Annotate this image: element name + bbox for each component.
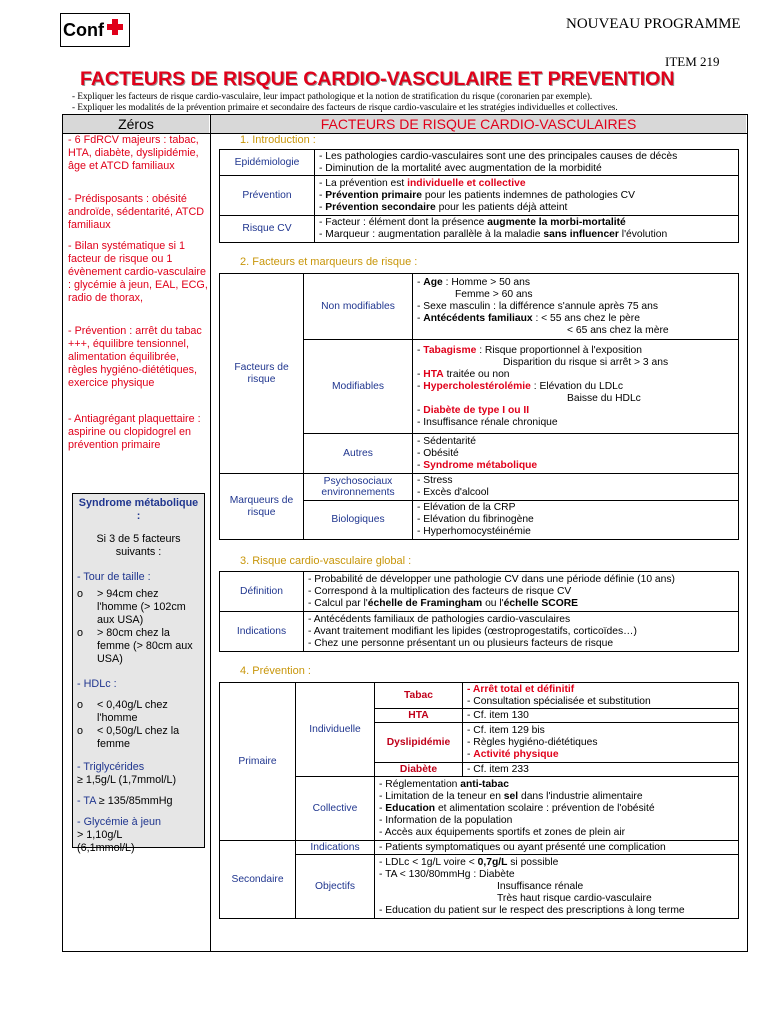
- tour-homme: > 94cm chez l'homme (> 102cm aux USA): [97, 588, 186, 626]
- objective-2: - Expliquer les modalités de la prévention primaire et secondaire des facteurs de risque cardio-vasculaire et les stratégies individuelles et collectives.: [72, 102, 618, 112]
- zero-item: - Prévention : arrêt du tabac +++, équilibre tensionnel, alimentation équilibrée, règles hygiéno-diététiques, exercice physique: [68, 325, 202, 389]
- risque-cv-label: Risque CV: [220, 216, 315, 243]
- secondaire-label: Secondaire: [220, 841, 296, 919]
- autres-label: Autres: [304, 434, 413, 474]
- glycemie-label: - Glycémie à jeun: [77, 816, 162, 828]
- syndrome-intro: Si 3 de 5 facteurs suivants :: [96, 533, 181, 558]
- tour-femme: > 80cm chez la femme (> 80cm aux USA): [97, 627, 193, 665]
- page-title: FACTEURS DE RISQUE CARDIO-VASCULAIRE ET PREVENTION: [80, 68, 675, 90]
- section-4-title: 4. Prévention :: [240, 665, 311, 677]
- program-label: NOUVEAU PROGRAMME: [566, 16, 741, 32]
- diabete-label: Diabète: [375, 763, 463, 777]
- tour-label: - Tour de taille :: [77, 571, 151, 583]
- facteurs-table: Facteurs de risque Non modifiables - Age : Homme > 50 ans Femme > 60 ans - Sexe masculin : la différence s'annule après 75 ans - Antécédents familiaux : < 55 ans chez le père < 65 ans chez la mère Modifiables - Tabagisme : Risque proportionnel à l'exposition Disparition du risque si arrêt > 3 ans - HTA traitée ou non - Hypercholestérolémie : Elévation du LDLc Baisse du HDLc - Diabète de type I ou II - Insuffisance rénale chronique Autres - Sédentarité - Obésité - Syndrome métabolique Marqueurs de risque Psychosociaux environnements - Stress - Excès d'alcool Biologiques - Elévation de la CRP - Elévation du fibrinogène - Hyperhomocystéinémie: [219, 273, 739, 540]
- zero-item: - 6 FdRCV majeurs : tabac, HTA, diabète, dyslipidémie, âge et ATCD familiaux: [68, 134, 199, 172]
- marqueurs-label: Marqueurs de risque: [220, 474, 304, 540]
- right-column-header: FACTEURS DE RISQUE CARDIO-VASCULAIRES: [211, 115, 746, 133]
- hdl-homme: < 0,40g/L chez l'homme: [97, 699, 168, 724]
- indications-sec-label: Indications: [296, 841, 375, 855]
- epidemiologie-label: Epidémiologie: [220, 150, 315, 176]
- zero-item: - Antiagrégant plaquettaire : aspirine ou clopidogrel en prévention primaire: [68, 413, 201, 451]
- biologiques-label: Biologiques: [304, 501, 413, 540]
- objectifs-label: Objectifs: [296, 855, 375, 919]
- psychosociaux-label: Psychosociaux environnements: [304, 474, 413, 501]
- non-modifiables-label: Non modifiables: [304, 274, 413, 340]
- ta-value: ≥ 135/85mmHg: [95, 795, 173, 807]
- modifiables-label: Modifiables: [304, 340, 413, 434]
- conf-logo: [60, 13, 130, 47]
- tabac-label: Tabac: [375, 683, 463, 709]
- facteurs-label: Facteurs de risque: [220, 274, 304, 474]
- prevention-table: Primaire Individuelle Tabac - Arrêt total et définitif - Consultation spécialisée et substitution HTA - Cf. item 130 Dyslipidémie - Cf. item 129 bis - Règles hygiéno-diététiques - Activité physique Diabète - Cf. item 233 Collective - Réglementation anti-tabac - Limitation de la teneur en sel dans l'industrie alimentaire - Education et alimentation scolaire : prévention de l'obésité - Information de la population - Accès aux équipements sportifs et zones de plein air Secondaire Indications - Patients symptomatiques ou ayant présenté une complication Objectifs - LDLc < 1g/L voire < 0,7g/L si possible - TA < 130/80mmHg : Diabète Insuffisance rénale Très haut risque cardio-vasculaire - Education du patient sur le respect des prescriptions à long terme: [219, 682, 739, 919]
- collective-label: Collective: [296, 777, 375, 841]
- item-number: ITEM 219: [665, 54, 720, 69]
- risque-global-table: Définition - Probabilité de développer une pathologie CV dans une période définie (10 ans) - Correspond à la multiplication des facteurs de risque CV - Calcul par l'échelle de Framingham ou l'échelle SCORE Indications - Antécédents familiaux de pathologies cardio-vasculaires - Avant traitement modifiant les lipides (œstroprogestatifs, corticoïdes…) - Chez une personne présentant un ou plusieurs facteurs de risque: [219, 571, 739, 652]
- section-3-title: 3. Risque cardio-vasculaire global :: [240, 555, 412, 567]
- red-cross-icon: [107, 19, 123, 35]
- zero-item: - Prédisposants : obésité androïde, sédentarité, ATCD familiaux: [68, 193, 205, 231]
- hdl-label: - HDLc :: [77, 678, 117, 690]
- section-2-title: 2. Facteurs et marqueurs de risque :: [240, 256, 418, 268]
- ta-label: - TA: [77, 795, 96, 807]
- zeros-header: Zéros: [63, 115, 209, 133]
- objective-1: - Expliquer les facteurs de risque cardio-vasculaire, leur impact pathologique et la notion de stratification du risque (coronarien par exemple).: [72, 91, 593, 101]
- primaire-label: Primaire: [220, 683, 296, 841]
- intro-table: Epidémiologie - Les pathologies cardio-vasculaires sont une des principales causes de décès - Diminution de la mortalité avec augmentation de la morbidité Prévention - La prévention est individuelle et collective - Prévention primaire pour les patients indemnes de pathologies CV - Prévention secondaire pour les patients déjà atteint Risque CV - Facteur : élément dont la présence augmente la morbi-mortalité - Marqueur : augmentation parallèle à la maladie sans influencer l'évolution: [219, 149, 739, 243]
- glycemie-value: > 1,10g/L (6,1mmol/L): [77, 829, 135, 854]
- individuelle-label: Individuelle: [296, 683, 375, 777]
- section-1-title: 1. Introduction :: [240, 134, 316, 146]
- dyslipidemie-label: Dyslipidémie: [375, 723, 463, 763]
- zero-item: - Bilan systématique si 1 facteur de risque ou 1 évènement cardio-vasculaire : glycémie à jeun, EAL, ECG, radio de thorax,: [68, 240, 208, 304]
- syndrome-title: Syndrome métabolique :: [78, 497, 199, 522]
- right-border: [747, 114, 748, 952]
- logo-text: Conf: [63, 20, 104, 40]
- tg-value: ≥ 1,5g/L (1,7mmol/L): [77, 774, 177, 786]
- tg-label: - Triglycérides: [77, 761, 145, 773]
- hdl-femme: < 0,50g/L chez la femme: [97, 725, 180, 750]
- column-divider: [210, 114, 211, 952]
- indications-label: Indications: [220, 612, 304, 652]
- prevention-label: Prévention: [220, 176, 315, 216]
- hta-label: HTA: [375, 709, 463, 723]
- syndrome-metabolique-box: Syndrome métabolique : Si 3 de 5 facteurs suivants : - Tour de taille : o > 94cm chez l'homme (> 102cm aux USA) o > 80cm chez la femme (> 80cm aux USA) - HDLc : o < 0,40g/L chez l'homme o < 0,50g/L chez la femme - Triglycérides ≥ 1,5g/L (1,7mmol/L) - TA ≥ 135/85mmHg - Glycémie à jeun > 1,10g/L (6,1mmol/L): [72, 493, 205, 848]
- definition-label: Définition: [220, 572, 304, 612]
